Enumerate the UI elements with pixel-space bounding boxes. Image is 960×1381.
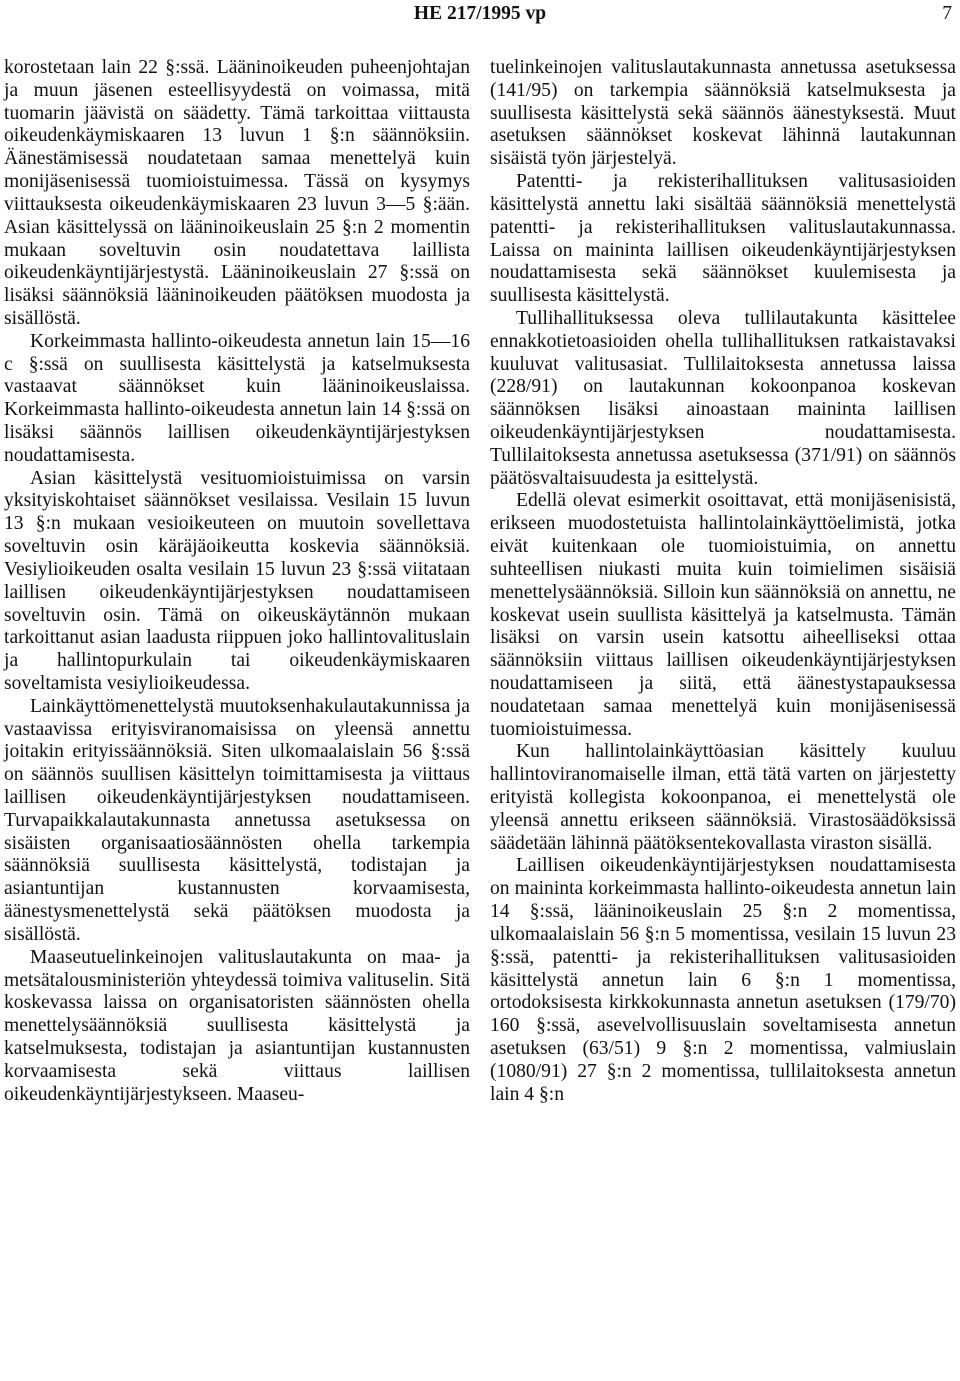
paragraph: Patentti- ja rekisterihallituksen valitusasioiden käsittelystä annettu laki sisältää säännöksiä menettelystä patentti- ja rekisterihallituksen valituslautakunnassa. Laissa on maininta laillisen oikeudenkäyntijärjestyksen noudattamisesta sekä säännökset kuulemisesta ja suullisesta käsittelystä. [490, 171, 956, 307]
paragraph: Maaseutuelinkeinojen valituslautakunta on maa- ja metsätalousministeriön yhteydessä toimiva valituselin. Sitä koskevassa laissa on organisatoristen säännösten ohella menettelysäännöksiä suullisesta käsittelystä ja katselmuksesta, todistajan ja asiantuntijan kustannusten korvaamisesta sekä viittaus laillisen oikeudenkäyntijärjestykseen. Maaseu- [4, 946, 470, 1105]
paragraph: Edellä olevat esimerkit osoittavat, että monijäsenisistä, erikseen muodostetuista hallintolainkäyttöelimistä, jotka eivät kuitenkaan ole tuomioistuimia, on annettu suhteellisen niukasti muita kuin toimielimen sisäisiä menettelysäännöksiä. Silloin kun säännöksiä on annettu, ne koskevat usein suullista käsittelyä ja katselmusta. Tämän lisäksi on varsin usein katsottu aiheelliseksi ottaa säännöksiin viittaus laillisen oikeudenkäyntijärjestyksen noudattamiseen ja siitä, että äänestystapauksessa noudatetaan samaa menettelyä kuin monijäsenisessä tuomioistuimessa. [490, 490, 956, 740]
paragraph: Lainkäyttömenettelystä muutoksenhakulautakunnissa ja vastaavissa erityisviranomaisissa on yleensä annettu joitakin erityissäännöksiä. Siten ulkomaalaislain 56 §:ssä on säännös suullisen käsittelyn toimittamisesta ja viittaus laillisen oikeudenkäyntijärjestyksen noudattamiseen. Turvapaikkalautakunnasta annetussa asetuksessa on sisäisten organisaatiosäännösten ohella tarkempia säännöksiä suullisesta käsittelystä, todistajan ja asiantuntijan kustannusten korvaamisesta, äänestysmenettelystä sekä päätöksen muodosta ja sisällöstä. [4, 695, 470, 945]
left-column [4, 57, 470, 1106]
paragraph: Tullihallituksessa oleva tullilautakunta käsittelee ennakkotietoasioiden ohella tullihallituksen ratkaistavaksi kuuluvat valitusasiat. Tullilaitoksesta annetussa laissa (228/91) on lautakunnan kokoonpanoa koskevan säännöksen lisäksi ainoastaan maininta laillisen oikeudenkäyntijärjestyksen noudattamisesta. Tullilaitoksesta annetussa asetuksessa (371/91) on säännös päätösvaltaisuudesta ja esittelystä. [490, 307, 956, 489]
document-id: HE 217/1995 vp [413, 3, 547, 24]
paragraph: Korkeimmasta hallinto-oikeudesta annetun lain 15—16 c §:ssä on suullisesta käsittelystä ja katselmuksesta vastaavat säännökset kuin lääninoikeuslaissa. Korkeimmasta hallinto-oikeudesta annetun lain 14 §:ssä on lisäksi säännös laillisen oikeudenkäyntijärjestyksen noudattamisesta. [4, 330, 470, 466]
paragraph: Asian käsittelystä vesituomioistuimissa on varsin yksityiskohtaiset säännökset vesilaissa. Vesilain 15 luvun 13 §:n mukaan vesioikeuteen on muutoin sovellettava soveltuvin osin käräjäoikeutta koskevia säännöksiä. Vesiylioikeuden osalta vesilain 15 luvun 23 §:ssä viitataan laillisen oikeudenkäyntijärjestyksen noudattamiseen soveltuvin osin. Tämä on oikeuskäytännön mukaan tarkoittanut asian laadusta riippuen joko hallintovalituslain ja hallintopurkulain tai oikeudenkäymiskaaren soveltamista vesiylioikeudessa. [4, 467, 470, 694]
page-number: 7 [942, 3, 952, 24]
paragraph: Kun hallintolainkäyttöasian käsittely kuuluu hallintoviranomaiselle ilman, että tätä varten on järjestetty erityistä kollegista kokoonpanoa, ei menettelystä ole yleensä annettu erikseen säännöksiä. Virastosäädöksissä säädetään lähinnä päätöksentekovallasta viraston sisällä. [490, 741, 956, 854]
page-header [0, 2, 960, 28]
paragraph: korostetaan lain 22 §:ssä. Lääninoikeuden puheenjohtajan ja muun jäsenen esteellisyydestä on voimassa, mitä tuomarin jäävistä on säädetty. Tämä tarkoittaa viittausta oikeudenkäymiskaaren 13 luvun 1 §:n säännöksiin. Äänestämisessä noudatetaan samaa menettelyä kuin monijäsenisessä tuomioistuimessa. Tässä on kysymys viittauksesta oikeudenkäymiskaaren 23 luvun 3—5 §:ään. Asian käsittelyssä on lääninoikeuslain 25 §:n 2 momentin mukaan soveltuvin osin noudatettava laillista oikeudenkäyntijärjestystä. Lääninoikeuslain 27 §:ssä on lisäksi säännöksiä lääninoikeuden päätöksen muodosta ja sisällöstä. [4, 57, 470, 329]
paragraph: tuelinkeinojen valituslautakunnasta annetussa asetuksessa (141/95) on tarkempia säännöksiä katselmuksesta ja suullisesta käsittelystä sekä säännös äänestyksestä. Muut asetuksen säännökset koskevat lähinnä lautakunnan sisäistä työn järjestelyä. [490, 57, 956, 170]
paragraph: Laillisen oikeudenkäyntijärjestyksen noudattamisesta on maininta korkeimmasta hallinto-oikeudesta annetun lain 14 §:ssä, lääninoikeuslain 25 §:n 2 momentissa, ulkomaalaislain 56 §:n 5 momentissa, vesilain 15 luvun 23 §:ssä, patentti- ja rekisterihallituksen valitusasioiden käsittelystä annetun lain 6 §:n 1 momentissa, ortodoksisesta kirkkokunnasta annetun asetuksen (179/70) 160 §:ssä, asevelvollisuuslain soveltamisesta annetun asetuksen (63/51) 9 §:n 2 momentissa, valmiuslain (1080/91) 27 §:n 2 momentissa, tullilaitoksesta annetun lain 4 §:n [490, 855, 956, 1105]
right-column [490, 57, 956, 1106]
